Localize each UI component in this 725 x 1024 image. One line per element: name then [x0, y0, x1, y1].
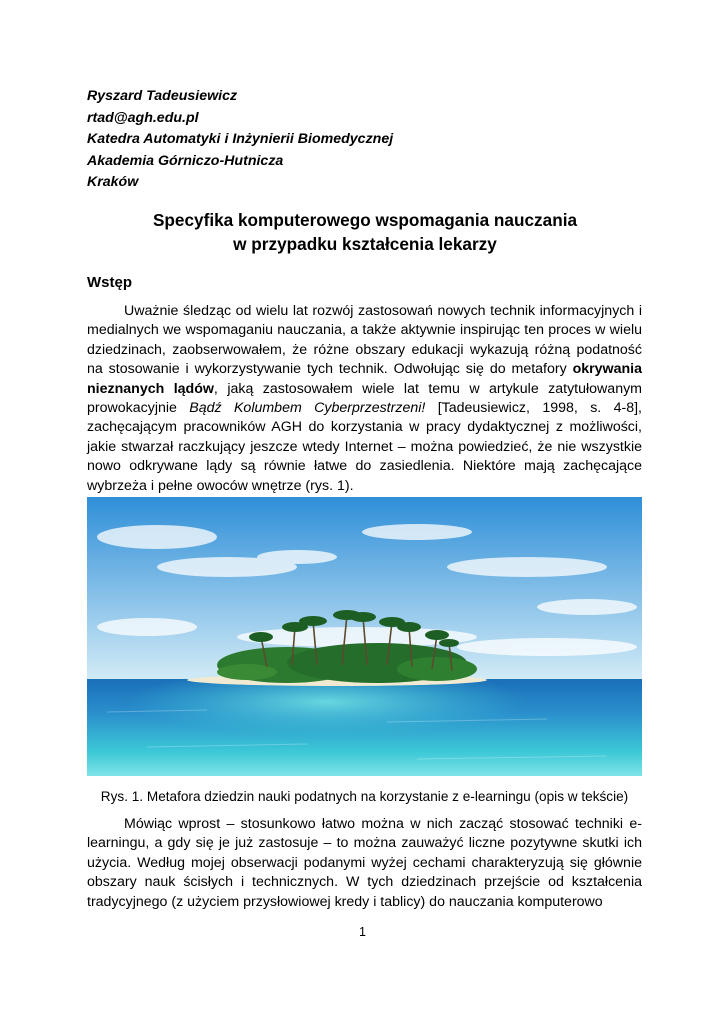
page-number: 1 — [359, 925, 366, 939]
author-department: Katedra Automatyki i Inżynierii Biomedycznej — [87, 131, 394, 147]
paper-title — [87, 208, 643, 256]
author-university: Akademia Górniczo-Hutnicza — [87, 152, 284, 169]
paragraph-continuation: Mówiąc wprost – stosunkowo łatwo można w nich zacząć stosować techniki e-learningu, a gdy się je już zastosuje – to można zauważyć liczne pozytywne skutki ich użycia. Według mojej obserwacji podanymi wyżej cechami charakteryzują się głównie obszary nauk ścisłych i technicznych. W tych dziedzinach przejście od kształcenia tradycyjnego (z użyciem przysłowiowej kredy i tablicy) do nauczania komputerowo — [87, 816, 642, 910]
paragraph-intro-bold: okrywania nieznanych lądów — [87, 361, 642, 397]
paragraph-intro-text-3: [Tadeusiewicz, 1998, s. 4-8], zachęcającym pracowników AGH do korzystania w pracy dydaktycznej z możliwości, jakie stwarzał raczkujący jeszcze wtedy Internet – można powiedzieć, że nie wszystkie nowo odkrywane lądy są równie łatwe do zasiedlenia. Niektóre mają zachęcające wybrzeża i pełne owoców wnętrze (rys. 1). — [87, 400, 642, 494]
author-name: Ryszard Tadeusiewicz — [87, 88, 238, 104]
paper-title-line-1: Specyfika komputerowego wspomagania nauczania — [152, 210, 578, 230]
author-email: rtad@agh.edu.pl — [87, 109, 199, 126]
paragraph-intro-italic: Bądź Kolumbem Cyberprzestrzeni! — [189, 400, 426, 417]
paragraph-intro-text-2: , jaką zastosowałem wiele lat temu w artykule zatytułowanym prowokacyjnie — [87, 380, 642, 417]
author-city: Kraków — [87, 174, 139, 190]
paragraph-intro-text-1: Uważnie śledząc od wielu lat rozwój zastosowań nowych technik informacyjnych i medialnych we wspomaganiu nauczania, a także aktywnie inspirując ten proces w wielu dziedzinach, zaobserwowałem, że różne obszary edukacji wykazują różną podatność na stosowanie i wykorzystywanie tych technik. Odwołując się do metafory — [87, 303, 642, 378]
island-photo — [87, 497, 642, 776]
section-heading: Wstęp — [87, 274, 132, 291]
paper-title-line-2: w przypadku kształcenia lekarzy — [233, 234, 497, 254]
island-vegetation — [217, 643, 477, 683]
paragraph-intro — [87, 302, 642, 496]
figure-caption: Rys. 1. Metafora dziedzin nauki podatnych na korzystanie z e-learningu (opis w tekście) — [100, 789, 629, 804]
author-block — [87, 86, 647, 194]
